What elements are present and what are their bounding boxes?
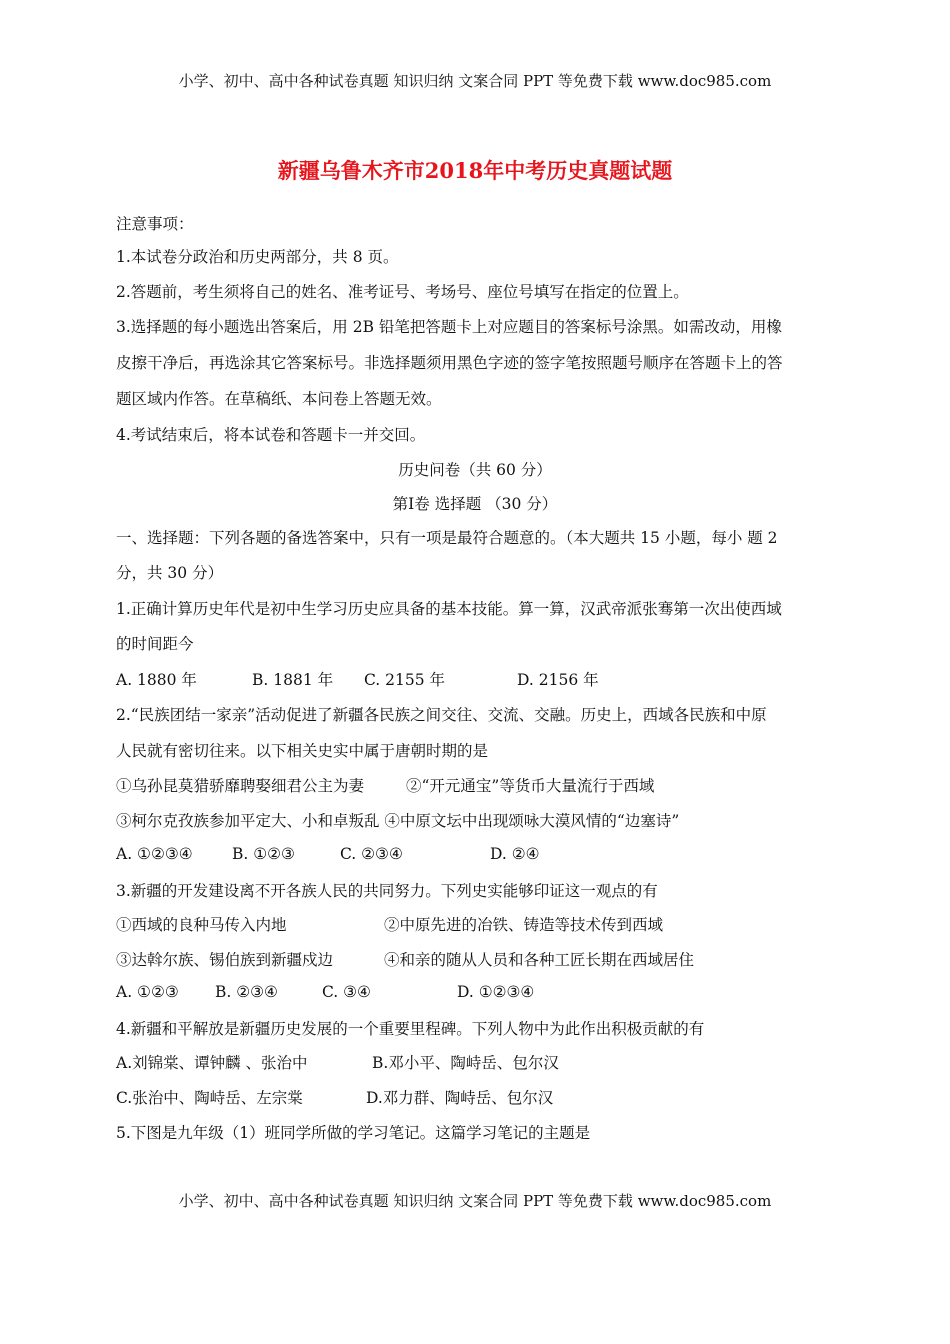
note-4: 4.考试结束后，将本试卷和答题卡一并交回。 — [116, 426, 426, 444]
q1-option-d: D. 2156 年 — [517, 671, 599, 689]
q4-option-d: D.邓力群、陶峙岳、包尔汉 — [366, 1089, 554, 1107]
q4-option-c: C.张治中、陶峙岳、左宗棠 — [116, 1089, 303, 1107]
instructions-line-2: 分，共 30 分） — [116, 564, 224, 582]
q3-option-d: D. ①②③④ — [457, 983, 535, 1001]
q2-option-d: D. ②④ — [490, 845, 540, 863]
q3-item-4: ④和亲的随从人员和各种工匠长期在西域居住 — [384, 951, 695, 969]
q1-stem-line-2: 的时间距今 — [116, 635, 194, 653]
q1-option-a: A. 1880 年 — [116, 671, 197, 689]
note-1: 1.本试卷分政治和历史两部分，共 8 页。 — [116, 248, 399, 266]
q4-option-a: A.刘锦棠、谭钟麟 、张治中 — [116, 1054, 308, 1072]
q2-item-1: ①乌孙昆莫猎骄靡聘娶细君公主为妻 — [116, 777, 365, 795]
q3-option-b: B. ②③④ — [215, 983, 278, 1001]
section-title: 历史问卷（共 60 分） — [398, 461, 552, 479]
q3-stem: 3.新疆的开发建设离不开各族人民的共同努力。下列史实能够印证这一观点的有 — [116, 882, 658, 900]
q2-stem-line-2: 人民就有密切往来。以下相关史实中属于唐朝时期的是 — [116, 742, 489, 760]
q1-option-b: B. 1881 年 — [252, 671, 334, 689]
q2-item-2: ②“开元通宝”等货币大量流行于西域 — [406, 777, 655, 795]
page-footer: 小学、初中、高中各种试卷真题 知识归纳 文案合同 PPT 等免费下载 www.doc985.com — [178, 1192, 772, 1210]
notes-heading: 注意事项： — [116, 215, 194, 233]
part-title: 第Ⅰ卷 选择题 （30 分） — [392, 495, 558, 513]
q4-option-b: B.邓小平、陶峙岳、包尔汉 — [372, 1054, 559, 1072]
q1-option-c: C. 2155 年 — [364, 671, 446, 689]
note-3-line-2: 皮擦干净后，再选涂其它答案标号。非选择题须用黑色字迹的签字笔按照题号顺序在答题卡上的答 — [116, 354, 783, 372]
q3-item-2: ②中原先进的冶铁、铸造等技术传到西域 — [384, 916, 664, 934]
q2-option-c: C. ②③④ — [340, 845, 403, 863]
note-3-line-1: 3.选择题的每小题选出答案后，用 2B 铅笔把答题卡上对应题目的答案标号涂黑。如需改动，用橡 — [116, 318, 782, 336]
q2-items-3-4: ③柯尔克孜族参加平定大、小和卓叛乱 ④中原文坛中出现颂咏大漠风情的“边塞诗” — [116, 812, 680, 830]
instructions-line-1: 一、选择题：下列各题的备选答案中，只有一项是最符合题意的。（本大题共 15 小题，每小 题 2 — [116, 529, 778, 547]
q4-stem: 4.新疆和平解放是新疆历史发展的一个重要里程碑。下列人物中为此作出积极贡献的有 — [116, 1020, 705, 1038]
page-title: 新疆乌鲁木齐市2018年中考历史真题试题 — [277, 158, 673, 183]
q3-item-1: ①西域的良种马传入内地 — [116, 916, 287, 934]
page-header: 小学、初中、高中各种试卷真题 知识归纳 文案合同 PPT 等免费下载 www.doc985.com — [178, 72, 772, 90]
q3-item-3: ③达斡尔族、锡伯族到新疆戍边 — [116, 951, 334, 969]
q5-stem: 5.下图是九年级（1）班同学所做的学习笔记。这篇学习笔记的主题是 — [116, 1124, 591, 1142]
note-3-line-3: 题区域内作答。在草稿纸、本问卷上答题无效。 — [116, 390, 442, 408]
q2-stem-line-1: 2.“民族团结一家亲”活动促进了新疆各民族之间交往、交流、交融。历史上，西域各民族和中原 — [116, 706, 767, 724]
q2-option-a: A. ①②③④ — [116, 845, 193, 863]
note-2: 2.答题前，考生须将自己的姓名、准考证号、考场号、座位号填写在指定的位置上。 — [116, 283, 689, 301]
q3-option-c: C. ③④ — [322, 983, 371, 1001]
q2-option-b: B. ①②③ — [232, 845, 295, 863]
q3-option-a: A. ①②③ — [116, 983, 179, 1001]
q1-stem-line-1: 1.正确计算历史年代是初中生学习历史应具备的基本技能。算一算，汉武帝派张骞第一次出使西域 — [116, 600, 782, 618]
